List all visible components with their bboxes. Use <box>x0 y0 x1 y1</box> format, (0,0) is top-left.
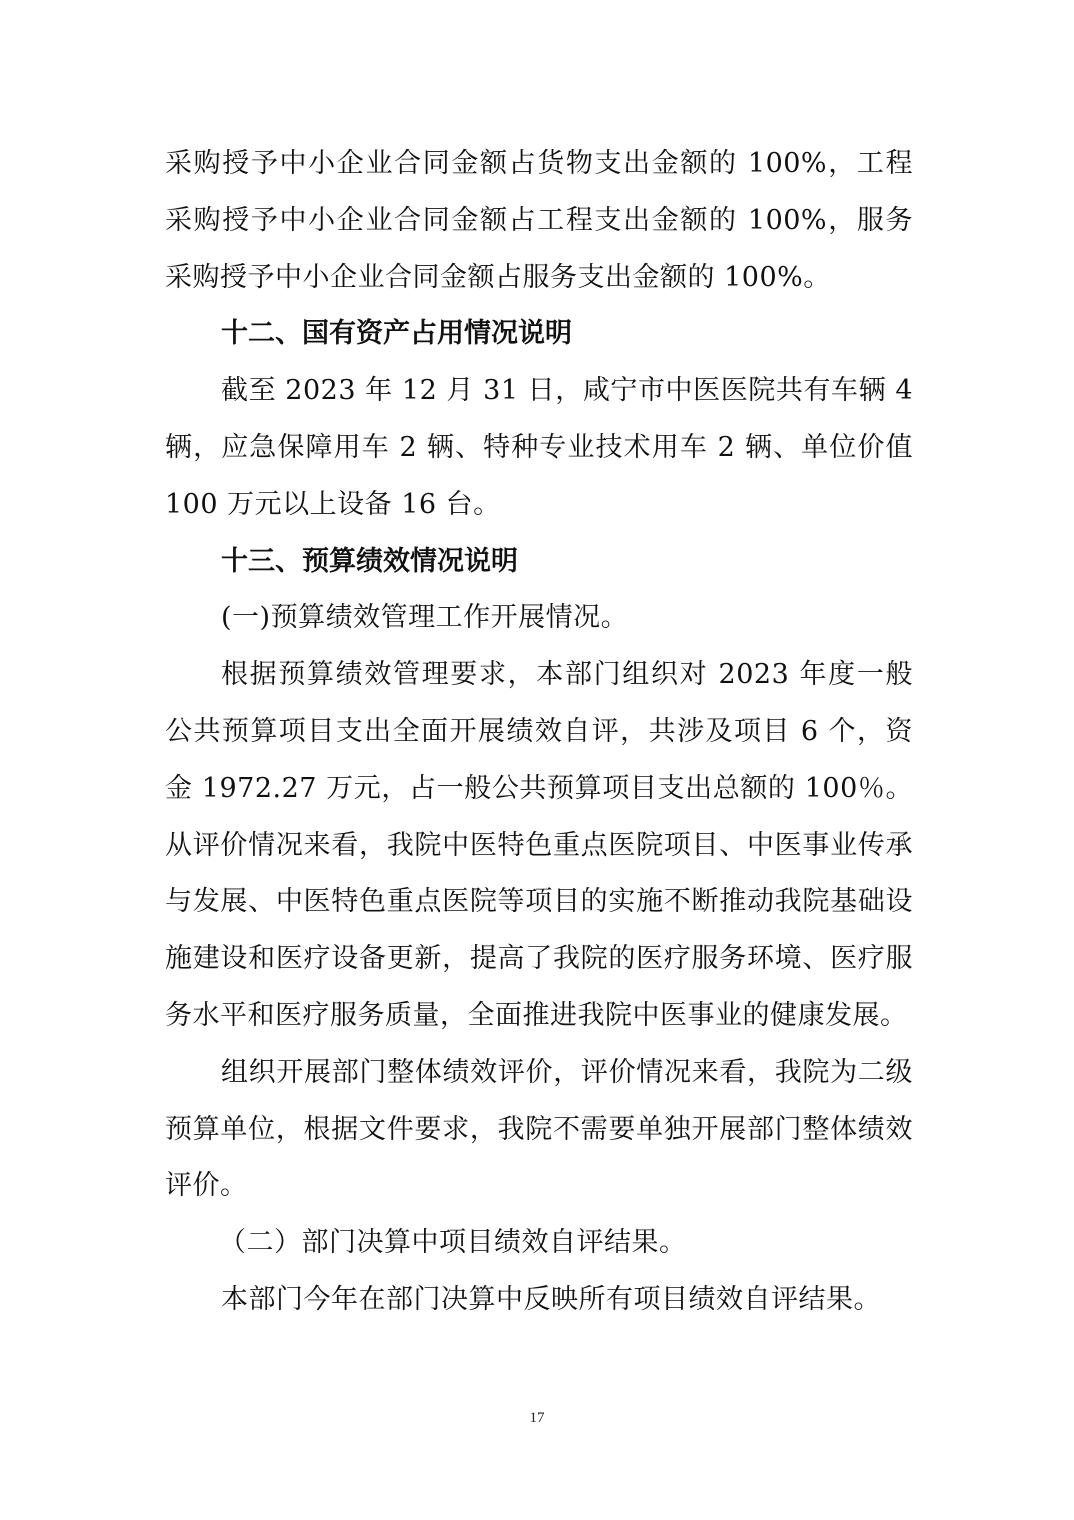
subheading-1: (一)预算绩效管理工作开展情况。 <box>221 602 629 634</box>
section-heading-12: 十二、国有资产占用情况说明 <box>221 318 572 350</box>
section-heading-13: 十三、预算绩效情况说明 <box>221 545 518 577</box>
document-body <box>165 136 913 1329</box>
paragraph-procurement: 采购授予中小企业合同金额占货物支出金额的 100%，工程采购授予中小企业合同金额占工程支出金额的 100%，服务采购授予中小企业合同金额占服务支出金额的 100%。 <box>165 148 913 293</box>
page-number: 17 <box>529 1410 545 1426</box>
paragraph-overall-evaluation: 组织开展部门整体绩效评价，评价情况来看，我院为二级预算单位，根据文件要求，我院不需要单独开展部门整体绩效评价。 <box>165 1056 913 1202</box>
subheading-2: （二）部门决算中项目绩效自评结果。 <box>219 1227 687 1259</box>
paragraph-performance-evaluation: 根据预算绩效管理要求，本部门组织对 2023 年度一般公共预算项目支出全面开展绩效自评，共涉及项目 6 个，资金 1972.27 万元，占一般公共预算项目支出总额的 100％。从评价情况来看，我院中医特色重点医院项目、中医事业传承与发展、中医特色重点医院等项目的实施不断推动我院基础设施建设和医疗设备更新，提高了我院的医疗服务环境、医疗服务水平和医疗服务质量，全面推进我院中医事业的健康发展。 <box>165 659 913 1031</box>
paragraph-assets: 截至 2023 年 12 月 31 日，咸宁市中医医院共有车辆 4 辆，应急保障用车 2 辆、特种专业技术用车 2 辆、单位价值 100 万元以上设备 16 台。 <box>165 375 913 520</box>
paragraph-self-evaluation-results: 本部门今年在部门决算中反映所有项目绩效自评结果。 <box>221 1283 881 1315</box>
